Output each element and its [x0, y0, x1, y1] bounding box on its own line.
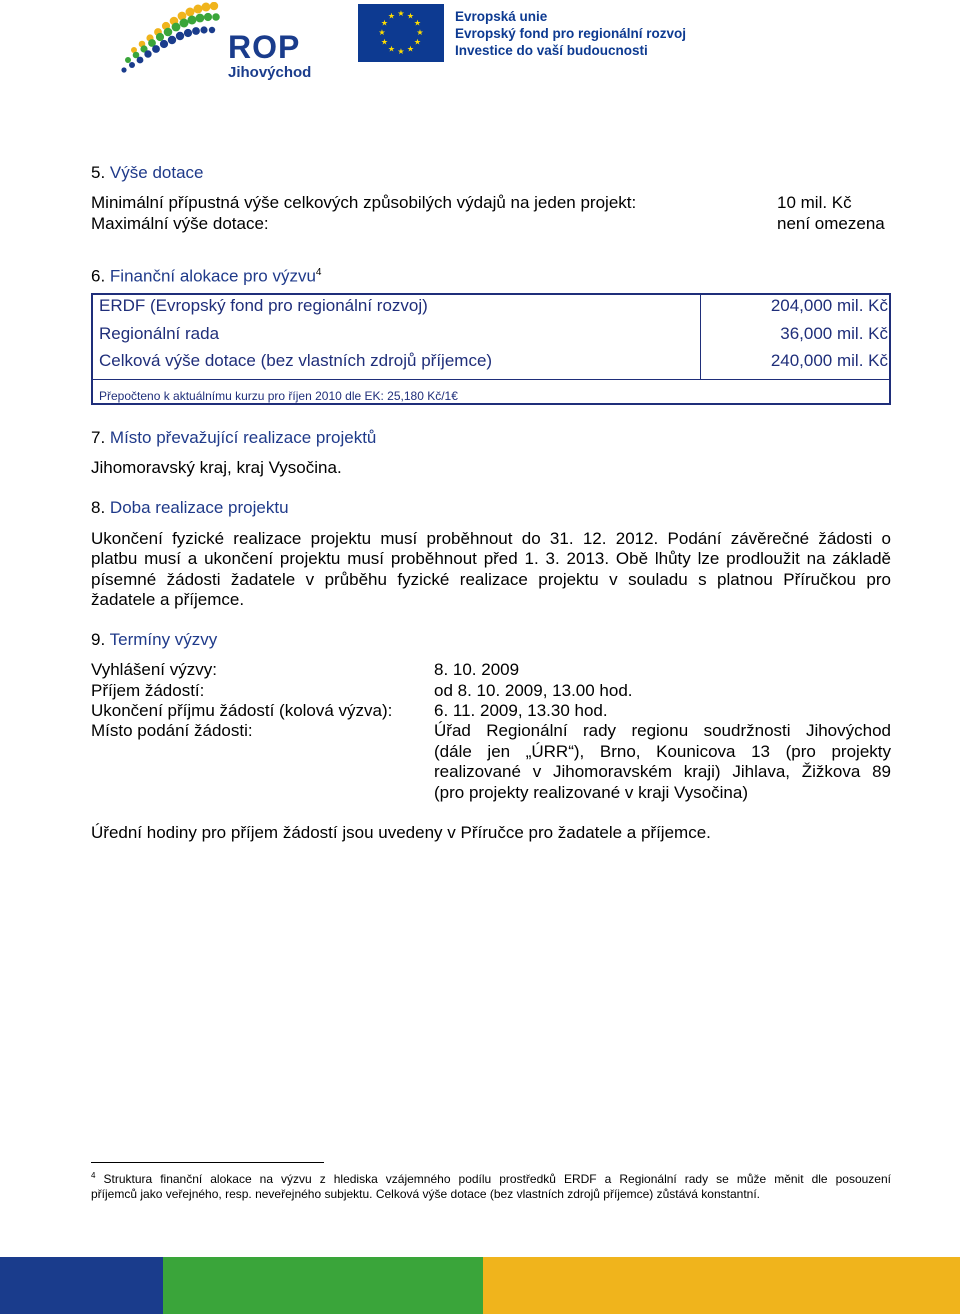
svg-text:★: ★: [397, 47, 405, 56]
eu-line2: Evropský fond pro regionální rozvoj: [455, 26, 687, 41]
deadline-label-place: Místo podání žádosti:: [91, 721, 253, 740]
deadline-label-receipt: Příjem žádostí:: [91, 681, 205, 700]
section8-title: Doba realizace projektu: [109, 498, 289, 517]
deadline-value-receipt: od 8. 10. 2009, 13.00 hod.: [434, 681, 633, 700]
eu-flag-icon: [358, 4, 444, 62]
deadline-label-end: Ukončení příjmu žádostí (kolová výzva):: [91, 701, 393, 720]
eu-stars: [358, 4, 444, 62]
eu-line1: Evropská unie: [455, 9, 548, 24]
section8-line3: písemné žádosti žadatele v průběhu fyzické realizace projektu v souladu s platnou Příručkou pro: [91, 570, 891, 589]
footer-bar-green: [163, 1257, 483, 1314]
section6-heading: [91, 263, 321, 287]
rop-logo: [112, 2, 317, 84]
place-line3: realizované v Jihomoravském kraji) Jihlava, Žižkova 89: [434, 762, 891, 781]
section5-num: 5.: [91, 163, 106, 182]
deadline-label-announce: Vyhlášení výzvy:: [91, 660, 217, 679]
place-line1: Úřad Regionální rady regionu soudržnosti Jihovýchod: [434, 721, 891, 740]
deadline-value-announce: 8. 10. 2009: [434, 660, 520, 679]
section7-text: Jihomoravský kraj, kraj Vysočina.: [91, 458, 342, 477]
svg-text:★: ★: [387, 44, 396, 54]
footnote: [91, 1168, 891, 1202]
place-line2: (dále jen „ÚRR“), Brno, Kounicova 13 (pro projekty: [434, 742, 891, 761]
svg-text:★: ★: [413, 18, 422, 28]
section5-title: Výše dotace: [109, 163, 204, 182]
section8-line4: žadatele a příjemce.: [91, 590, 245, 609]
place-line4: (pro projekty realizované v kraji Vysočina): [434, 783, 748, 802]
exchange-rate-note: Přepočteno k aktuálnímu kurzu pro říjen 2010 dle EK: 25,180 Kč/1€: [99, 389, 458, 403]
section5-label-max: Maximální výše dotace:: [91, 214, 269, 233]
eu-logo-text: [455, 8, 686, 59]
allocation-label-total: Celková výše dotace (bez vlastních zdrojů příjemce): [99, 351, 493, 370]
section6-num: 6.: [91, 266, 106, 286]
rop-logo-subtitle: Jihovýchod: [228, 64, 312, 81]
footer-bar-blue: [0, 1257, 163, 1314]
section7-num: 7.: [91, 428, 106, 447]
footer-bar-yellow: [483, 1257, 960, 1314]
svg-text:★: ★: [406, 11, 415, 21]
allocation-value-total: 240,000 mil. Kč: [770, 351, 888, 370]
deadline-value-end: 6. 11. 2009, 13.30 hod.: [434, 701, 608, 720]
svg-text:★: ★: [397, 9, 405, 18]
rop-logo-title: ROP: [228, 29, 301, 65]
section5-value-max: není omezena: [777, 214, 885, 233]
office-hours-text: Úřední hodiny pro příjem žádostí jsou uvedeny v Příručce pro žadatele a příjemce.: [91, 823, 711, 842]
eu-line3: Investice do vaší budoucnosti: [455, 43, 648, 58]
allocation-value-rr: 36,000 mil. Kč: [780, 324, 888, 343]
footnote-num: 4: [91, 1171, 96, 1180]
section9-heading: [91, 630, 217, 650]
allocation-label-rr: Regionální rada: [99, 324, 220, 343]
footnote-ref: 4: [315, 267, 322, 278]
section8-line2: platbu musí a ukončení projektu musí proběhnout před 1. 3. 2013. Obě lhůty lze prodloužit na základě: [91, 549, 891, 568]
section9-num: 9.: [91, 630, 106, 649]
section7-title: Místo převažující realizace projektů: [109, 428, 377, 447]
section9-title: Termíny výzvy: [109, 630, 218, 649]
svg-text:★: ★: [406, 44, 415, 54]
svg-text:★: ★: [413, 37, 422, 47]
section8-line1: Ukončení fyzické realizace projektu musí proběhnout do 31. 12. 2012. Podání závěrečné žádosti o: [91, 529, 891, 548]
section6-title: Finanční alokace pro výzvu: [109, 266, 316, 286]
svg-text:★: ★: [380, 37, 389, 47]
section7-heading: [91, 428, 376, 448]
footnote-line2: příjemců jako veřejného, resp. neveřejného subjektu. Celková výše dotace (bez vlastních zdrojů příjemce) zůstává konstantní.: [91, 1187, 761, 1201]
allocation-label-erdf: ERDF (Evropský fond pro regionální rozvoj): [99, 296, 428, 315]
footnote-line1-text: Struktura finanční alokace na výzvu z hlediska vzájemného podílu prostředků ERDF a Regionální rady se může měnit dle posouzení: [103, 1172, 891, 1186]
section5-heading: [91, 163, 203, 183]
section5-value-min: 10 mil. Kč: [777, 193, 852, 212]
svg-text:★: ★: [378, 28, 386, 37]
allocation-value-erdf: 204,000 mil. Kč: [770, 296, 888, 315]
footnote-separator: [91, 1162, 324, 1163]
section5-label-min: Minimální přípustná výše celkových způsobilých výdajů na jeden projekt:: [91, 193, 637, 212]
section8-heading: [91, 498, 289, 518]
svg-text:★: ★: [380, 18, 389, 28]
svg-text:★: ★: [416, 28, 424, 37]
section8-num: 8.: [91, 498, 106, 517]
allocation-column-divider: [700, 293, 701, 380]
footnote-line1: [91, 1168, 891, 1187]
svg-text:★: ★: [387, 11, 396, 21]
